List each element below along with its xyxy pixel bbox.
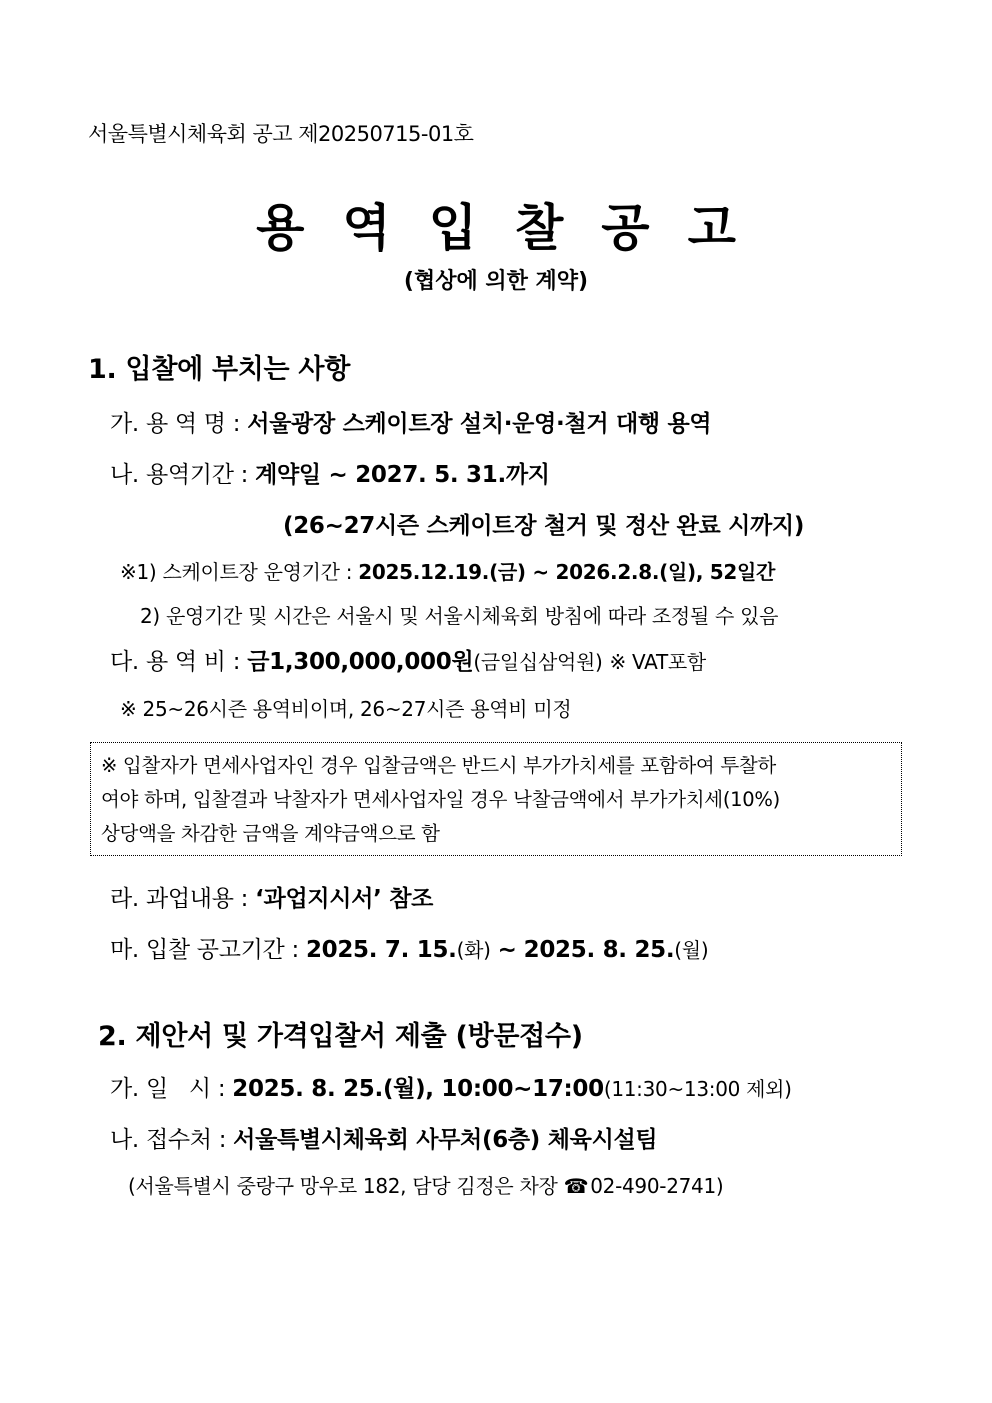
- phone-icon: ☎: [563, 1174, 589, 1198]
- submission-place-row: [110, 1121, 657, 1154]
- service-period-value: 계약일 ~ 2027. 5. 31.까지: [255, 462, 550, 488]
- task-content-value: ‘과업지시서’ 참조: [255, 886, 434, 912]
- page-subtitle: (협상에 의한 계약): [403, 269, 589, 294]
- submission-place-value: 서울특별시체육회 사무처(6층) 체육시설팀: [233, 1127, 658, 1153]
- tax-exempt-notice-box: [90, 742, 902, 856]
- bid-period-tilde: ~: [497, 937, 517, 963]
- task-content-row: [110, 880, 433, 913]
- submission-date-value: 2025. 8. 25.(월), 10:00~17:00: [232, 1076, 604, 1102]
- service-period-sub: [283, 507, 804, 540]
- service-period-row: [110, 456, 550, 489]
- operation-period-note: [120, 556, 775, 585]
- operation-period-label: ※1) 스케이트장 운영기간 :: [120, 560, 353, 584]
- bid-period-end-day: (월): [674, 938, 709, 962]
- phone-number: 02-490-2741): [590, 1174, 724, 1198]
- notice-line: 상당액을 차감한 금액을 계약금액으로 함: [101, 822, 440, 845]
- service-cost-korean: (금일십삼억원): [473, 650, 603, 674]
- operation-adjust-note: 2) 운영기간 및 시간은 서울시 및 서울시체육회 방침에 따라 조정될 수 있음: [140, 604, 779, 628]
- submission-date-row: [110, 1070, 792, 1103]
- task-content-label: 라. 과업내용 :: [110, 886, 249, 912]
- bid-period-label: 마. 입찰 공고기간 :: [110, 937, 299, 963]
- service-name-value: 서울광장 스케이트장 설치·운영·철거 대행 용역: [247, 411, 712, 437]
- service-period-label: 나. 용역기간 :: [110, 462, 249, 488]
- bid-period-end: 2025. 8. 25.: [523, 937, 675, 963]
- submission-date-exclusion: (11:30~13:00 제외): [603, 1077, 792, 1101]
- address-contact: [128, 1170, 723, 1199]
- service-name-row: [110, 405, 711, 438]
- notice-line: 여야 하며, 입찰결과 낙찰자가 면세사업자일 경우 낙찰금액에서 부가가치세(10%): [101, 788, 780, 811]
- section2-heading: 2. 제안서 및 가격입찰서 제출 (방문접수): [98, 1021, 583, 1052]
- page-title: 용역입찰공고: [256, 199, 774, 257]
- service-cost-vat: ※ VAT포함: [609, 650, 706, 674]
- notice-line: ※ 입찰자가 면세사업자인 경우 입찰금액은 반드시 부가가치세를 포함하여 투찰하: [101, 754, 776, 777]
- notice-number: 서울특별시체육회 공고 제20250715-01호: [88, 122, 474, 146]
- bid-period-start-day: (화): [456, 938, 491, 962]
- service-cost-note: ※ 25~26시즌 용역비이며, 26~27시즌 용역비 미정: [120, 697, 572, 721]
- service-cost-value: 금1,300,000,000원: [247, 649, 474, 675]
- operation-period-value: 2025.12.19.(금) ~ 2026.2.8.(일), 52일간: [358, 560, 776, 584]
- service-name-label: 가. 용 역 명 :: [110, 411, 241, 437]
- service-period-sub-text: (26~27시즌 스케이트장 철거 및 정산 완료 시까지): [283, 513, 805, 539]
- service-cost-row: [110, 643, 706, 676]
- bid-period-start: 2025. 7. 15.: [305, 937, 457, 963]
- service-cost-label: 다. 용 역 비 :: [110, 649, 241, 675]
- submission-place-label: 나. 접수처 :: [110, 1127, 227, 1153]
- address-text: (서울특별시 중랑구 망우로 182, 담당 김정은 차장: [128, 1174, 558, 1198]
- bid-period-row: [110, 931, 708, 964]
- submission-date-label: 가. 일 시 :: [110, 1076, 226, 1102]
- section1-heading: 1. 입찰에 부치는 사항: [88, 354, 350, 385]
